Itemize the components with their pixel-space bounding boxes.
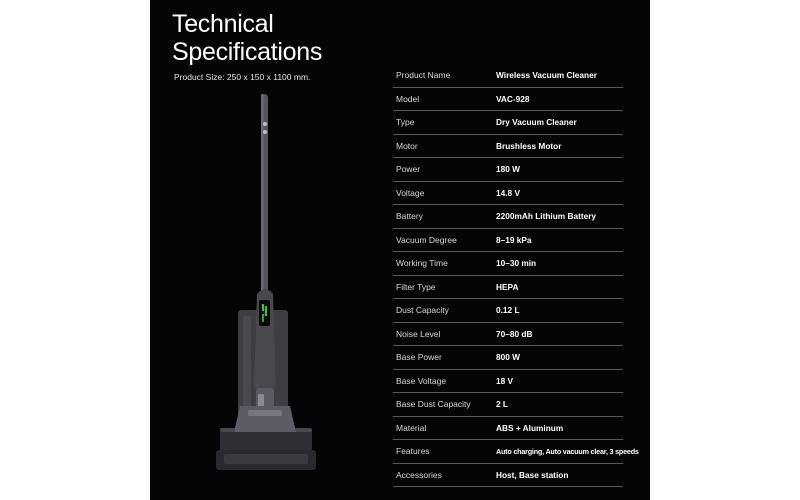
- table-row: [393, 393, 623, 417]
- table-row: [393, 346, 623, 370]
- spec-value: 70–80 dB: [496, 322, 623, 346]
- title-line-2: Specifications: [172, 38, 323, 66]
- spec-sheet-panel: [150, 0, 650, 500]
- spec-value: HEPA: [496, 275, 623, 299]
- spec-label: Vacuum Degree: [393, 228, 496, 252]
- spec-label: Model: [393, 87, 496, 111]
- spec-label: Working Time: [393, 252, 496, 276]
- spec-value: 8–19 kPa: [496, 228, 623, 252]
- spec-value: 10–30 min: [496, 252, 623, 276]
- product-size-text: Product Size: 250 x 150 x 1100 mm.: [174, 72, 311, 82]
- spec-value: Brushless Motor: [496, 134, 623, 158]
- spec-value: 18 V: [496, 369, 623, 393]
- spec-label: Battery: [393, 205, 496, 229]
- specifications-table: [393, 64, 639, 487]
- spec-value: 14.8 V: [496, 181, 623, 205]
- spec-value: Wireless Vacuum Cleaner: [496, 64, 623, 87]
- spec-label: Product Name: [393, 64, 496, 87]
- brush-head: [234, 406, 296, 432]
- table-row: [393, 252, 623, 276]
- control-button-icon: [263, 130, 267, 134]
- page-title: [172, 10, 322, 66]
- vacuum-cleaner-image: [210, 88, 340, 488]
- spec-value: 2 L: [496, 393, 623, 417]
- table-row: [393, 87, 623, 111]
- table-row: [393, 205, 623, 229]
- spec-label: Type: [393, 111, 496, 135]
- spec-value: Dry Vacuum Cleaner: [496, 111, 623, 135]
- spec-label: Voltage: [393, 181, 496, 205]
- table-row: [393, 299, 623, 323]
- table-row: [393, 369, 623, 393]
- spec-value: ABS + Aluminum: [496, 416, 623, 440]
- spec-value: Auto charging, Auto vacuum clear, 3 speeds: [496, 440, 623, 464]
- spec-label: Filter Type: [393, 275, 496, 299]
- table-row: [393, 275, 623, 299]
- spec-value: 2200mAh Lithium Battery: [496, 205, 623, 229]
- table-row: [393, 463, 623, 487]
- spec-value: 800 W: [496, 346, 623, 370]
- spec-label: Dust Capacity: [393, 299, 496, 323]
- control-button-icon: [263, 122, 267, 126]
- spec-label: Base Voltage: [393, 369, 496, 393]
- table-row: [393, 322, 623, 346]
- spec-label: Noise Level: [393, 322, 496, 346]
- status-display: [259, 300, 270, 326]
- table-row: [393, 111, 623, 135]
- table-row: [393, 64, 623, 87]
- spec-value: 0.12 L: [496, 299, 623, 323]
- table-row: [393, 158, 623, 182]
- spec-value: 180 W: [496, 158, 623, 182]
- table-row: [393, 134, 623, 158]
- spec-label: Features: [393, 440, 496, 464]
- table-row: [393, 416, 623, 440]
- table-row: [393, 181, 623, 205]
- spec-label: Material: [393, 416, 496, 440]
- spec-value: VAC-928: [496, 87, 623, 111]
- spec-label: Power: [393, 158, 496, 182]
- spec-label: Accessories: [393, 463, 496, 487]
- spec-value: Host, Base station: [496, 463, 623, 487]
- table-row: [393, 228, 623, 252]
- table-row: [393, 440, 623, 464]
- spec-label: Base Dust Capacity: [393, 393, 496, 417]
- title-line-1: Technical: [172, 10, 274, 38]
- spec-label: Motor: [393, 134, 496, 158]
- spec-label: Base Power: [393, 346, 496, 370]
